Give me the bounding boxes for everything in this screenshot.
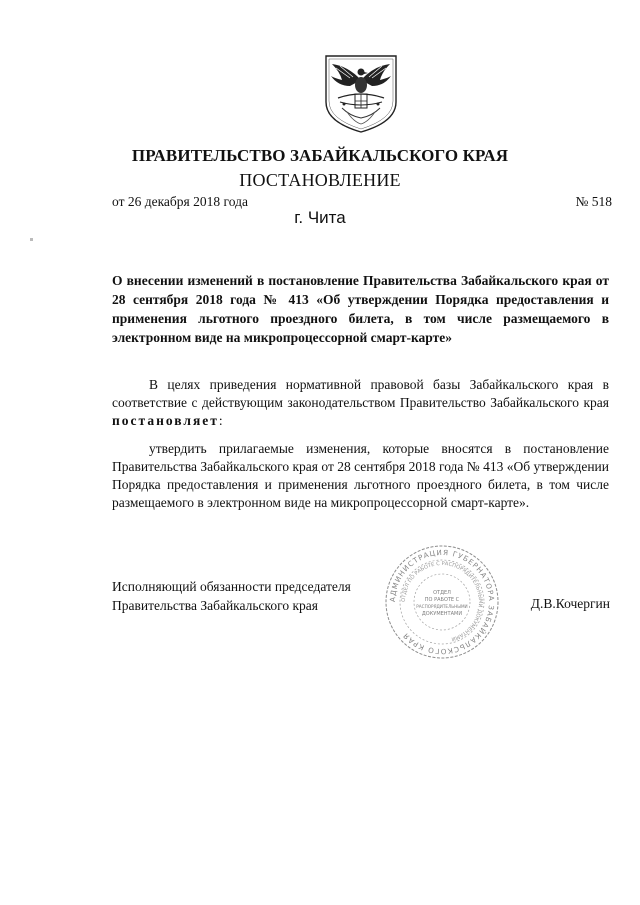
resolution-paragraph: утвердить прилагаемые изменения, которые вносятся в постановление Правительства Забайкальского края от 28 сентября 2018 года № 413 «Об утверждении Порядка предоставления и применения льготного проездного билета, в том числе размещаемого в электронном виде на микропроцессорной смарт-карте». bbox=[112, 441, 609, 510]
document-type: ПОСТАНОВЛЕНИЕ bbox=[239, 170, 401, 190]
document-date: от 26 декабря 2018 года bbox=[112, 194, 248, 209]
resolves-word: постановляет bbox=[112, 413, 219, 428]
preamble-paragraph bbox=[112, 376, 609, 430]
document-city: г. Чита bbox=[294, 208, 346, 227]
signer-position bbox=[112, 577, 351, 615]
stamp-inner-text: ОТДЕЛ ПО РАБОТЕ С РАСПОРЯДИТЕЛЬНЫМИ ДОКУМЕНТАМИ bbox=[400, 560, 484, 642]
stamp-outer-text: АДМИНИСТРАЦИЯ ГУБЕРНАТОРА ЗАБАЙКАЛЬСКОГО КРАЯ bbox=[387, 547, 497, 657]
document-subject: О внесении изменений в постановление Правительства Забайкальского края от 28 сентября 2018 года № 413 «Об утверждении Порядка предоставления и применения льготного проездного билета, в том числе размещаемого в электронном виде на микропроцессорной смарт-карте» bbox=[112, 273, 609, 345]
coat-of-arms-icon bbox=[320, 52, 402, 134]
stamp-center-line-4: ДОКУМЕНТАМИ bbox=[421, 611, 463, 617]
official-stamp-icon bbox=[383, 543, 501, 661]
document-number: № 518 bbox=[575, 194, 612, 209]
preamble-text: В целях приведения нормативной правовой базы Забайкальского края в соответствие с действующим законодательством Правительство Забайкальского края bbox=[112, 377, 609, 410]
organization-title: ПРАВИТЕЛЬСТВО ЗАБАЙКАЛЬСКОГО КРАЯ bbox=[131, 146, 509, 165]
stamp-center-line-2: ПО РАБОТЕ С bbox=[424, 597, 460, 603]
stamp-center-line-3: РАСПОРЯДИТЕЛЬНЫМИ bbox=[416, 604, 468, 609]
stamp-center-line-1: ОТДЕЛ bbox=[433, 590, 451, 596]
signer-name: Д.В.Кочергин bbox=[530, 596, 610, 611]
scan-speck bbox=[30, 238, 33, 241]
signer-position-line1: Исполняющий обязанности председателя bbox=[112, 579, 351, 594]
preamble-end: : bbox=[218, 413, 223, 428]
signer-position-line2: Правительства Забайкальского края bbox=[112, 598, 318, 613]
